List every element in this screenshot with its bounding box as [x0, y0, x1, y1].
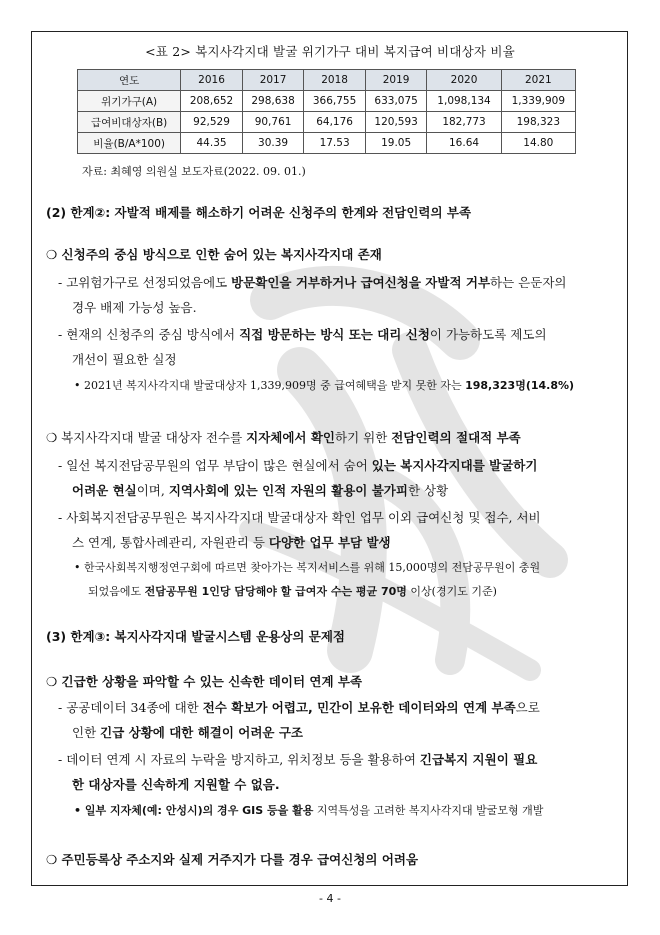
table-cell: 44.35	[181, 133, 243, 154]
table-header-cell: 2018	[304, 70, 366, 91]
text-run: • 2021년 복지사각지대 발굴대상자 1,339,909명 중 급여혜택을 받지 못한 자는	[74, 379, 466, 392]
text-run: 스 연계, 통합사례관리, 자원관리 등	[72, 535, 269, 550]
text-run: 하는 은둔자의	[490, 275, 567, 290]
table-cell: 208,652	[181, 91, 243, 112]
emphasis-text: 방문확인을 거부하거나 급여신청을 자발적 거부	[231, 275, 491, 290]
section-3-heading: (3) 한계③: 복지사각지대 발굴시스템 운용상의 문제점	[46, 629, 345, 644]
emphasis-text: • 일부 지자체(예: 안성시)의 경우 GIS 등을 활용	[74, 804, 314, 817]
emphasis-text: 있는 복지사각지대를 발굴하기	[371, 458, 538, 473]
text-run: 하기 위한	[335, 430, 392, 445]
table-row	[78, 133, 576, 154]
text-run: 지역특성을 고려한 복지사각지대 발굴모형 개발	[313, 804, 544, 817]
emphasis-text: 전수 확보가 어렵고, 민간이 보유한 데이터와의 연계 부족	[202, 700, 516, 715]
table-cell: 182,773	[427, 112, 501, 133]
s3-p1-detail-2-cont: 한 대상자를 신속하게 지원할 수 없음.	[72, 777, 280, 792]
table-header-cell: 2021	[501, 70, 575, 91]
emphasis-text: 전담인력의 절대적 부족	[391, 430, 521, 445]
text-run: 이상(경기도 기준)	[406, 585, 497, 598]
table-cell: 298,638	[242, 91, 304, 112]
table-cell: 198,323	[501, 112, 575, 133]
table-row	[78, 91, 576, 112]
text-run: - 공공데이터 34종에 대한	[58, 700, 203, 715]
text-run: 이 가능하도록 제도의	[429, 327, 547, 342]
table-cell: 17.53	[304, 133, 366, 154]
table-cell: 120,593	[365, 112, 427, 133]
s2-point-1-title: ❍ 신청주의 중심 방식으로 인한 숨어 있는 복지사각지대 존재	[46, 247, 382, 262]
table-cell: 30.39	[242, 133, 304, 154]
s2-p1-detail-1	[58, 273, 566, 291]
s2-point-2-title	[46, 428, 521, 446]
table-row-label: 비율(B/A*100)	[78, 133, 181, 154]
table-cell: 366,755	[304, 91, 366, 112]
emphasis-text: 전담공무원 1인당 담당해야 할 급여자 수는 평균 70명	[144, 585, 407, 598]
s2-p2-detail-1	[58, 456, 537, 474]
s2-p1-detail-1-cont: 경우 배제 가능성 높음.	[72, 300, 197, 315]
s3-p1-detail-1	[58, 698, 540, 716]
table-row	[78, 112, 576, 133]
table-header-cell: 연도	[78, 70, 181, 91]
section-2-heading: (2) 한계②: 자발적 배제를 해소하기 어려운 신청주의 한계와 전담인력의 부족	[46, 205, 472, 220]
text-run: 되었음에도	[88, 585, 145, 598]
table-cell: 14.80	[501, 133, 575, 154]
text-run: - 현재의 신청주의 중심 방식에서	[58, 327, 240, 342]
emphasis-text: 다양한 업무 부담 발생	[268, 535, 391, 550]
emphasis-text: 지역사회에 있는 인적 자원의 활용이 불가피	[168, 483, 408, 498]
s2-p1-detail-2	[58, 325, 547, 343]
emphasis-text: 지자체에서 확인	[246, 430, 336, 445]
emphasis-text: 198,323명(14.8%)	[465, 379, 575, 392]
emphasis-text: 긴급 상황에 대한 해결이 어려운 구조	[100, 725, 304, 740]
table-cell: 92,529	[181, 112, 243, 133]
s2-p1-note	[74, 377, 574, 393]
table-row-label: 급여비대상자(B)	[78, 112, 181, 133]
text-run: 한 상황	[407, 483, 449, 498]
page-number: - 4 -	[319, 892, 341, 905]
s3-point-2-title: ❍ 주민등록상 주소지와 실제 거주지가 다를 경우 급여신청의 어려움	[46, 852, 419, 867]
s2-p2-detail-2-cont	[72, 533, 391, 551]
text-run: - 데이터 연계 시 자료의 누락을 방지하고, 위치정보 등을 활용하여	[58, 752, 420, 767]
text-run: - 고위험가구로 선정되었음에도	[58, 275, 232, 290]
s3-p1-detail-2	[58, 750, 537, 768]
table-cell: 1,098,134	[427, 91, 501, 112]
table-cell: 633,075	[365, 91, 427, 112]
s2-p2-detail-1-cont	[72, 481, 448, 499]
table-cell: 1,339,909	[501, 91, 575, 112]
text-run: ❍ 복지사각지대 발굴 대상자 전수를	[46, 430, 247, 445]
text-run: 인한	[72, 725, 101, 740]
table-caption: <표 2> 복지사각지대 발굴 위기가구 대비 복지급여 비대상자 비율	[145, 44, 515, 59]
table-cell: 90,761	[242, 112, 304, 133]
s2-p1-detail-2-cont: 개선이 필요한 실정	[72, 352, 177, 367]
table-header-cell: 2019	[365, 70, 427, 91]
emphasis-text: 긴급복지 지원이 필요	[419, 752, 538, 767]
table-header-cell: 2020	[427, 70, 501, 91]
text-run: 으로	[515, 700, 540, 715]
s2-p2-detail-2: - 사회복지전담공무원은 복지사각지대 발굴대상자 확인 업무 이외 급여신청 및 접수, 서비	[58, 510, 541, 525]
table-cell: 64,176	[304, 112, 366, 133]
table-row-label: 위기가구(A)	[78, 91, 181, 112]
table-header-cell: 2017	[242, 70, 304, 91]
s3-p1-note	[74, 802, 543, 818]
s3-p1-detail-1-cont	[72, 723, 303, 741]
table-source: 자료: 최혜영 의원실 보도자료(2022. 09. 01.)	[82, 165, 306, 178]
table-cell: 16.64	[427, 133, 501, 154]
table-cell: 19.05	[365, 133, 427, 154]
table-header-row	[78, 70, 576, 91]
text-run: 이며,	[136, 483, 169, 498]
s2-p2-note: • 한국사회복지행정연구회에 따르면 찾아가는 복지서비스를 위해 15,000명의 전담공무원이 충원	[74, 561, 541, 574]
stats-table	[77, 69, 576, 154]
table-header-cell: 2016	[181, 70, 243, 91]
s3-point-1-title: ❍ 긴급한 상황을 파악할 수 있는 신속한 데이터 연계 부족	[46, 674, 363, 689]
text-run: - 일선 복지전담공무원의 업무 부담이 많은 현실에서 숨어	[58, 458, 372, 473]
emphasis-text: 어려운 현실	[72, 483, 137, 498]
s2-p2-note-cont	[88, 583, 497, 599]
emphasis-text: 직접 방문하는 방식 또는 대리 신청	[239, 327, 430, 342]
